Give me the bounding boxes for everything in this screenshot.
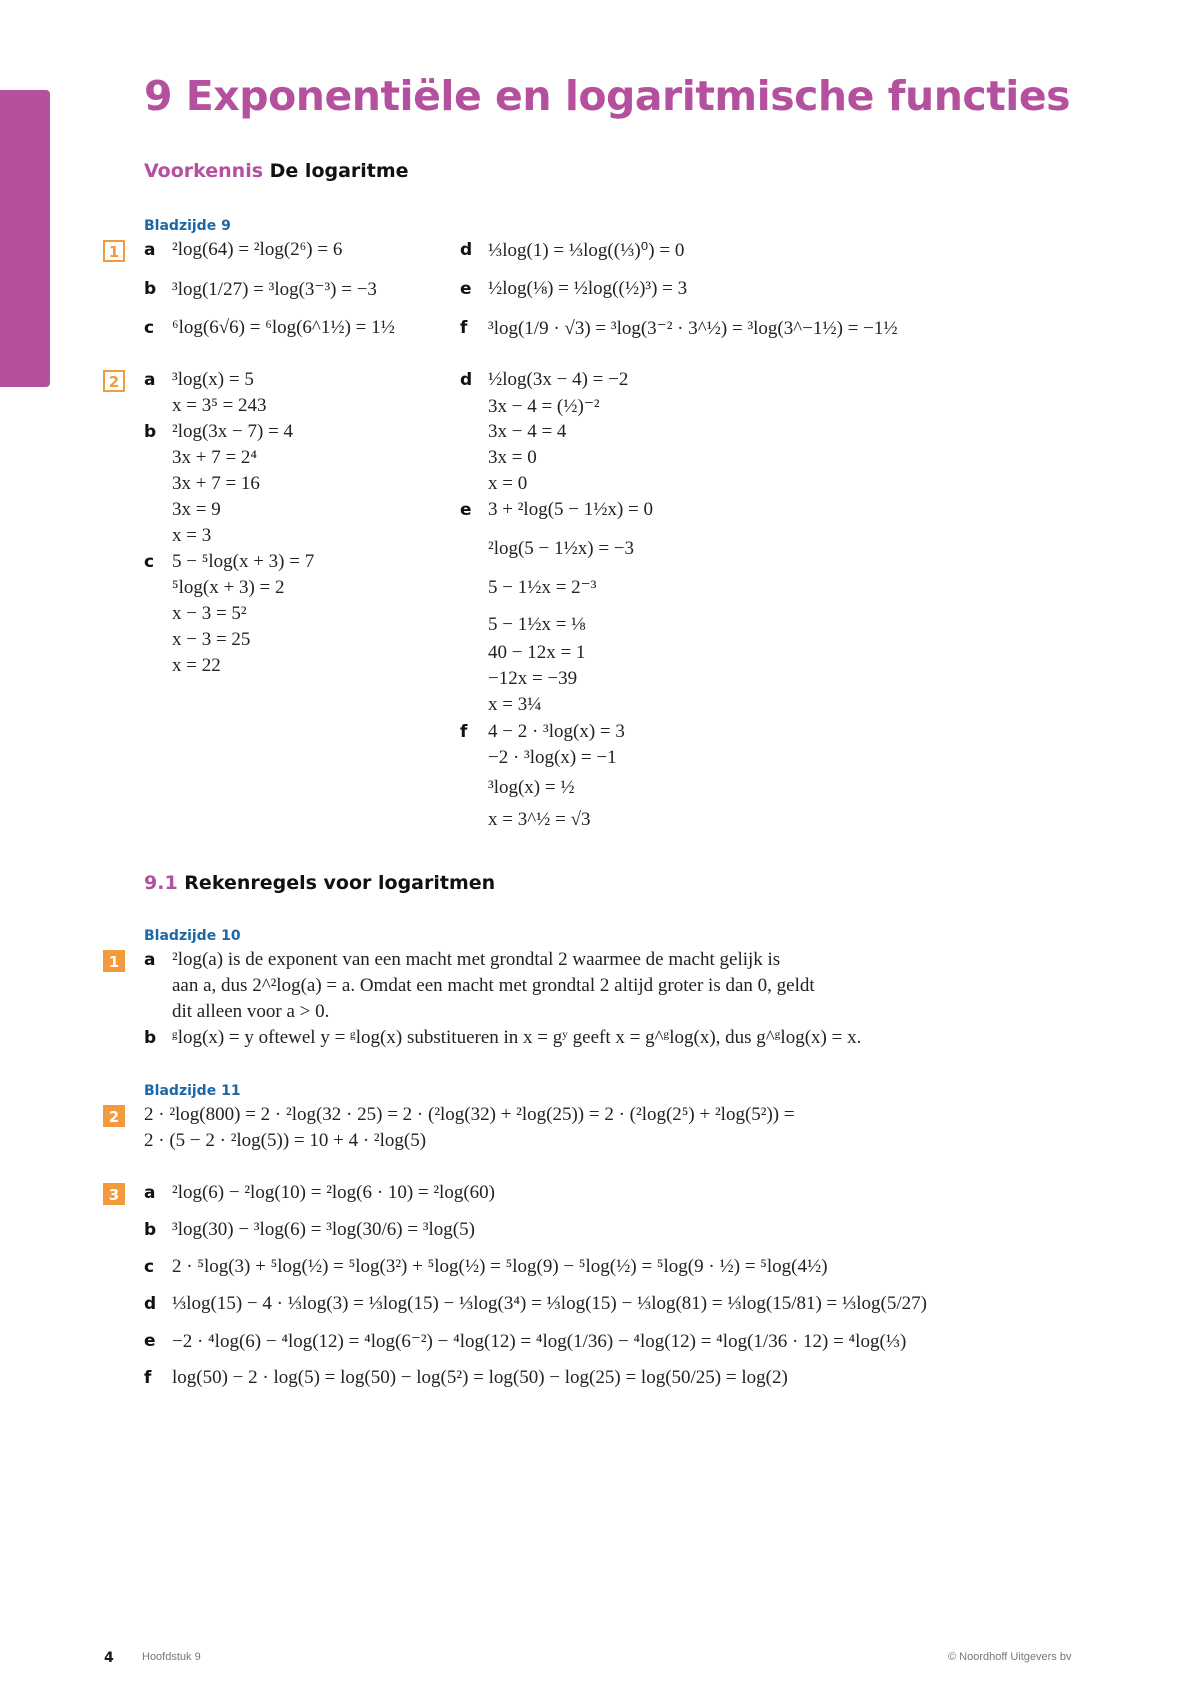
answer-line: ²log(a) is de exponent van een macht met grondtal 2 waarmee de macht gelijk is xyxy=(172,949,781,970)
answer-line: x − 3 = 25 xyxy=(172,629,251,650)
answer-line: 5 − ⁵log(x + 3) = 7 xyxy=(172,551,315,572)
answer-line: ³log(1/27) = ³log(3⁻³) = −3 xyxy=(172,279,377,300)
section-title: Rekenregels voor logaritmen xyxy=(184,872,496,894)
answer-line: ²log(3x − 7) = 4 xyxy=(172,421,294,442)
answer-line: 2 · ²log(800) = 2 · ²log(32 · 25) = 2 · (²log(32) + ²log(25)) = 2 · (²log(2⁵) + ²log(5²)) = xyxy=(144,1104,795,1125)
answer-line: −2 · ⁴log(6) − ⁴log(12) = ⁴log(6⁻²) − ⁴log(12) = ⁴log(1/36) − ⁴log(12) = ⁴log(1/36 · 12) = ⁴log(⅓) xyxy=(172,1331,907,1352)
part-label-d: d xyxy=(144,1294,157,1314)
footer-chapter: Hoofdstuk 9 xyxy=(142,1651,201,1663)
exercise-number-3: 3 xyxy=(103,1183,125,1205)
answer-line: 3x − 4 = 4 xyxy=(488,421,567,442)
footer-copyright: © Noordhoff Uitgevers bv xyxy=(948,1651,1072,1663)
exercise-number-1: 1 xyxy=(103,950,125,972)
answer-line: 5 − 1½x = 2⁻³ xyxy=(488,577,597,598)
answer-line: ²log(5 − 1½x) = −3 xyxy=(488,538,635,559)
answer-line: −2 · ³log(x) = −1 xyxy=(488,747,617,768)
section-number: 9.1 xyxy=(144,872,178,894)
answer-line: ³log(1/9 · √3) = ³log(3⁻² · 3^½) = ³log(3^−1½) = −1½ xyxy=(488,318,898,339)
page-ref-10: Bladzijde 10 xyxy=(144,928,241,944)
part-label-e: e xyxy=(460,500,472,520)
answer-line: ³log(x) = ½ xyxy=(488,777,575,798)
answer-line: ³log(30) − ³log(6) = ³log(30/6) = ³log(5) xyxy=(172,1219,475,1240)
part-label-c: c xyxy=(144,1257,155,1277)
answer-line: 3 + ²log(5 − 1½x) = 0 xyxy=(488,499,654,520)
part-label-a: a xyxy=(144,370,156,390)
part-label-c: c xyxy=(144,318,155,338)
page-number: 4 xyxy=(104,1650,114,1666)
answer-line: log(50) − 2 · log(5) = log(50) − log(5²) = log(50) − log(25) = log(50/25) = log(2) xyxy=(172,1367,788,1388)
answer-line: 3x + 7 = 2⁴ xyxy=(172,447,258,468)
answer-line: ⅓log(1) = ⅓log((⅓)⁰) = 0 xyxy=(488,240,685,261)
part-label-a: a xyxy=(144,950,156,970)
chapter-color-tab xyxy=(0,90,50,387)
exercise-number-2: 2 xyxy=(103,1105,125,1127)
answer-line: aan a, dus 2^²log(a) = a. Omdat een macht met grondtal 2 altijd groter is dan 0, geldt xyxy=(172,975,815,996)
page-ref-9: Bladzijde 9 xyxy=(144,218,231,234)
answer-line: x = 3⁵ = 243 xyxy=(172,395,267,416)
answer-line: x = 3 xyxy=(172,525,212,546)
part-label-f: f xyxy=(460,318,468,338)
part-label-d: d xyxy=(460,370,473,390)
section-9-1-heading xyxy=(144,872,495,894)
answer-line: ²log(64) = ²log(2⁶) = 6 xyxy=(172,239,343,260)
answer-line: 2 · (5 − 2 · ²log(5)) = 10 + 4 · ²log(5) xyxy=(144,1130,427,1151)
answer-line: 3x = 0 xyxy=(488,447,537,468)
part-label-f: f xyxy=(460,722,468,742)
answer-line: 3x − 4 = (½)⁻² xyxy=(488,396,600,417)
answer-line: x = 3¼ xyxy=(488,694,542,715)
answer-line: ²log(6) − ²log(10) = ²log(6 · 10) = ²log(60) xyxy=(172,1182,495,1203)
part-label-a: a xyxy=(144,240,156,260)
answer-line: x = 0 xyxy=(488,473,528,494)
answer-line: 4 − 2 · ³log(x) = 3 xyxy=(488,721,625,742)
prior-knowledge-prefix: Voorkennis xyxy=(144,160,264,182)
answer-line: x = 22 xyxy=(172,655,221,676)
answer-line: 5 − 1½x = ⅛ xyxy=(488,614,586,635)
answer-line: dit alleen voor a > 0. xyxy=(172,1001,330,1022)
page-ref-11: Bladzijde 11 xyxy=(144,1083,241,1099)
part-label-c: c xyxy=(144,552,155,572)
answer-line: ½log(⅛) = ½log((½)³) = 3 xyxy=(488,278,688,299)
part-label-d: d xyxy=(460,240,473,260)
part-label-b: b xyxy=(144,422,157,442)
answer-line: 3x = 9 xyxy=(172,499,221,520)
part-label-f: f xyxy=(144,1368,152,1388)
answer-line: ⁶log(6√6) = ⁶log(6^1½) = 1½ xyxy=(172,317,395,338)
answer-line: x = 3^½ = √3 xyxy=(488,809,591,830)
part-label-a: a xyxy=(144,1183,156,1203)
answer-line: 40 − 12x = 1 xyxy=(488,642,586,663)
answer-line: ᵍlog(x) = y oftewel y = ᵍlog(x) substitueren in x = gʸ geeft x = g^ᵍlog(x), dus g^ᵍlog(x) = x. xyxy=(172,1027,862,1048)
prior-knowledge-heading xyxy=(144,160,409,182)
answer-line: ⁵log(x + 3) = 2 xyxy=(172,577,285,598)
part-label-e: e xyxy=(144,1331,156,1351)
part-label-b: b xyxy=(144,279,157,299)
part-label-b: b xyxy=(144,1028,157,1048)
part-label-e: e xyxy=(460,279,472,299)
prior-knowledge-title: De logaritme xyxy=(269,160,409,182)
part-label-b: b xyxy=(144,1220,157,1240)
answer-line: x − 3 = 5² xyxy=(172,603,247,624)
answer-line: ³log(x) = 5 xyxy=(172,369,254,390)
answer-line: 3x + 7 = 16 xyxy=(172,473,260,494)
chapter-title: 9 Exponentiële en logaritmische functies xyxy=(144,72,1071,120)
exercise-number-2: 2 xyxy=(103,370,125,392)
answer-line: −12x = −39 xyxy=(488,668,578,689)
exercise-number-1: 1 xyxy=(103,240,125,262)
answer-line: ½log(3x − 4) = −2 xyxy=(488,369,629,390)
answer-line: 2 · ⁵log(3) + ⁵log(½) = ⁵log(3²) + ⁵log(½) = ⁵log(9) − ⁵log(½) = ⁵log(9 · ½) = ⁵log(4½) xyxy=(172,1256,828,1277)
answer-line: ⅓log(15) − 4 · ⅓log(3) = ⅓log(15) − ⅓log(3⁴) = ⅓log(15) − ⅓log(81) = ⅓log(15/81) = ⅓log(5/27) xyxy=(172,1293,927,1314)
